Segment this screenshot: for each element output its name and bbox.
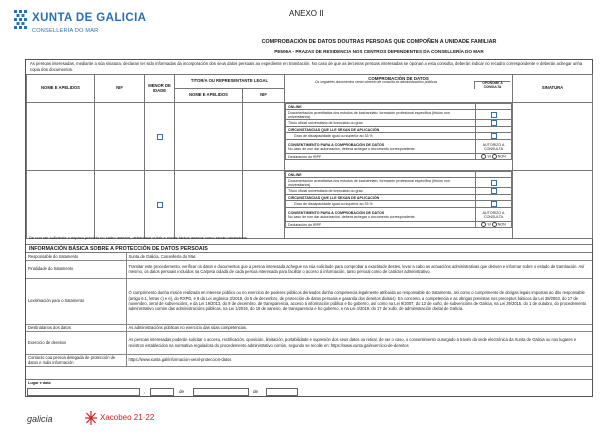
- consultation-list: [285, 103, 512, 160]
- doc-studies: Documentación acreditativa dos estudos de bacharelato, formación profesional específica (títulos non universitarios): [286, 110, 476, 120]
- info-value: Tramitar este procedemento, verificar os datos e documentos que a persoa interesada achegue na súa solicitude para comprobar a exactitude destes, levar a cabo as actuacións administrativas que deriven e informar sobre o estado de tramitación. Así mesmo, os datos persoais incluídos na Carpeta cidadá de cada persoa interesada para facilitar o acceso á información, tanto persoal como de carácter administrativo.: [126, 260, 592, 278]
- intro-text: As persoas interesadas, mediante a súa sinatura, declaran ter sido informadas da incorporación dos seus datos persoais ao expediente en tramitación. No caso de que as terceiras persoas interesadas se oponan a esta consulta, deberán indicar no recadro correspondente e deberán achegar unha copia dos documentos.: [30, 61, 583, 72]
- household-table: [26, 74, 593, 239]
- person-nif-field[interactable]: [95, 171, 145, 239]
- oppose-checkbox[interactable]: [491, 180, 497, 186]
- no-label: NON: [497, 154, 506, 159]
- consent-text: No caso de non dar autorización, deberá achegar o documento correspondente.: [288, 214, 416, 219]
- info-value: https://www.xunta.gal/informacion-xeral-proteccion-datos: [126, 354, 592, 366]
- guardian-nif-field[interactable]: [243, 171, 285, 239]
- org-name: XUNTA DE GALICIA: [32, 12, 147, 24]
- info-key: Exercicio de dereitos: [26, 331, 126, 354]
- authorize-label: AUTORIZO A CONSULTA: [476, 208, 512, 222]
- minor-checkbox[interactable]: [157, 202, 163, 208]
- page-header: [14, 6, 604, 58]
- form-frame: [25, 59, 593, 397]
- minor-cell: [145, 103, 175, 171]
- xunta-emblem-icon: [14, 10, 28, 32]
- month-field[interactable]: [193, 388, 249, 396]
- doc-degree: Título oficial universitario de licenciado ou grao: [286, 120, 476, 127]
- table-row: [26, 354, 592, 366]
- table-row: [26, 260, 592, 278]
- info-value: Xunta de Galicia. Consellería do Mar.: [126, 253, 592, 260]
- header-data-title: COMPROBACIÓN DE DATOS: [368, 76, 429, 81]
- consultation-cell: [285, 103, 513, 171]
- oppose-checkbox[interactable]: [491, 120, 497, 126]
- yes-label: SI: [487, 154, 491, 159]
- info-value: O cumprimento dunha misión realizada en interese público ou no exercicio de poderes públicos derivados dunha competencia legalmente atribuída ao responsable do tratamento, así como o cumprimento de obrigas legais impostas ao dito responsable (artigo 6.1, letras c) e e), do RXPD, e 8 da Lei orgánica 3/2018, do 5 de decembro, de protección de datos persoais e garantía dos dereitos dixitais). En concreto, a competencia e as obrigas previstas nos preceptos básicos da Lei 38/2003, do 17 de novembro, xeral de subvencións, e da Lei 19/2013, do 9 de decembro, de transparencia, acceso á información pública e bo goberno, así como na Lei 9/2007, do 13 de xuño, de subvencións de Galicia, na Lei 39/2015, do 1 de outubro, do procedemento administrativo común das administracións públicas, na Lei 1/2016, do 18 de xaneiro, de transparencia e bo goberno, e na Lei 4/2019, do 17 de xullo, de administración dixital de Galicia.: [126, 278, 592, 324]
- header-data-sub: Os seguintes documentos serán obxecto de consulta ás administracións públicas: [315, 80, 438, 85]
- table-row: [26, 331, 592, 354]
- space-note: De non ser suficiente o espazo previsto no cadro anterior, deberanse cubrir e enviar tantos anexos como sexan necesarios.: [29, 235, 249, 240]
- info-value: As persoas interesadas poderán solicitar o acceso, rectificación, oposición, limitación, portabilidade e supresión dos seus datos ou retirar, de ser o caso, o consentimento outorgado a través da sede electrónica da Xunta de Galicia ou nos lugares e rexistros establecidos na normativa reguladora do procedemento administrativo común, segundo se recolle en: https://www.xunta.gal/exercicio-de-dereitos: [126, 331, 592, 354]
- doc-degree: Título oficial universitario de licenciado ou grao: [286, 188, 476, 195]
- department-name: CONSELLERÍA DO MAR: [32, 28, 99, 34]
- day-field[interactable]: [150, 388, 174, 396]
- table-row: [27, 171, 593, 239]
- year-field[interactable]: [266, 388, 298, 396]
- online-header: ONLINE: [286, 172, 476, 178]
- guardian-name-field[interactable]: [175, 171, 243, 239]
- header-guardian: TITOR/A OU REPRESENTANTE LEGAL: [175, 75, 285, 89]
- data-protection-table: [26, 253, 592, 367]
- xacobeo-star-icon: [84, 410, 98, 426]
- table-row: [26, 278, 592, 324]
- consent-block: [286, 208, 476, 222]
- consultation-cell: [285, 171, 513, 239]
- header-name: NOME E APELIDOS: [27, 75, 95, 103]
- guardian-name-field[interactable]: [175, 103, 243, 171]
- page-title: COMPROBACIÓN DE DATOS DOUTRAS PERSOAS QUE COMPOÑEN A UNIDADE FAMILIAR: [261, 39, 497, 45]
- galicia-logo: galicia: [27, 414, 53, 424]
- oppose-checkbox[interactable]: [491, 133, 497, 139]
- place-field[interactable]: [27, 388, 140, 396]
- place-date-label: Lugar e data: [28, 381, 51, 385]
- doc-studies: Documentación acreditativa dos estudos de bacharelato, formación profesional específica (títulos non universitarios): [286, 178, 476, 188]
- minor-checkbox[interactable]: [157, 134, 163, 140]
- no-radio[interactable]: [492, 154, 497, 159]
- info-value: As administracións públicas no exercicio das súas competencias.: [126, 324, 592, 331]
- info-key: Finalidade do tratamento: [26, 260, 126, 278]
- oppose-checkbox[interactable]: [491, 201, 497, 207]
- place-date-block: Lugar e data , de de: [26, 379, 592, 397]
- circumstances-header: CIRCUNSTANCIAS QUE LLE SEXAN DE APLICACIÓN: [286, 195, 476, 201]
- xunta-logo: [14, 10, 147, 48]
- consent-text: No caso de non dar autorización, deberá achegar o documento correspondente.: [288, 146, 416, 151]
- yes-radio[interactable]: [481, 222, 486, 227]
- procedure-code: PE506A - PRAZAS DE RESIDENCIA NOS CENTROS DEPENDENTES DA CONSELLERÍA DO MAR: [274, 49, 484, 54]
- info-key: Destinatarios dos datos: [26, 324, 126, 331]
- person-name-field[interactable]: [27, 103, 95, 171]
- doc-irpf: Declaración do IRPF: [286, 222, 476, 228]
- de-label: de: [253, 389, 259, 394]
- yes-radio[interactable]: [481, 154, 486, 159]
- xacobeo-logo: [84, 408, 184, 428]
- no-radio[interactable]: [492, 222, 497, 227]
- header-minor: MENOR DE IDADE: [145, 75, 175, 103]
- consultation-list: [285, 171, 512, 228]
- xacobeo-text: Xacobeo 21·22: [100, 413, 155, 422]
- authorize-label: AUTORIZO A CONSULTA: [476, 140, 512, 154]
- yes-label: SI: [487, 222, 491, 227]
- table-row: [26, 324, 592, 331]
- de-label: de: [179, 389, 185, 394]
- page-footer: [0, 400, 615, 439]
- oppose-checkbox[interactable]: [491, 188, 497, 194]
- table-row: [27, 103, 593, 171]
- consent-header: CONSENTIMENTO PARA A COMPROBACIÓN DE DATOS: [288, 142, 385, 147]
- table-header-row: [27, 75, 593, 89]
- info-key: Contacto coa persoa delegada de protección de datos e máis información: [26, 354, 126, 366]
- oppose-checkbox[interactable]: [491, 112, 497, 118]
- consent-block: [286, 140, 476, 154]
- header-guardian-name: NOME E APELIDOS: [175, 89, 243, 103]
- minor-cell: [145, 171, 175, 239]
- header-oppose: OPOÑOME Á CONSULTA: [474, 81, 510, 89]
- info-key: Lexitimación para o tratamento: [26, 278, 126, 324]
- person-name-field[interactable]: [27, 171, 95, 239]
- signature-field[interactable]: [513, 103, 593, 171]
- header-guardian-nif: NIF: [243, 89, 285, 103]
- signature-field[interactable]: [513, 171, 593, 239]
- annex-label: ANEXO II: [289, 9, 324, 18]
- info-key: Responsable do tratamento: [26, 253, 126, 260]
- circumstances-header: CIRCUNSTANCIAS QUE LLE SEXAN DE APLICACIÓN: [286, 127, 476, 133]
- online-header: ONLINE: [286, 104, 476, 110]
- no-label: NON: [497, 222, 506, 227]
- doc-irpf: Declaración do IRPF: [286, 154, 476, 160]
- table-row: [26, 253, 592, 260]
- info-section-title: INFORMACIÓN BÁSICA SOBRE A PROTECCIÓN DE DATOS PERSOAIS: [26, 244, 592, 253]
- doc-disability: Grao de discapacidade igual ou superior ao 33 %: [286, 133, 476, 140]
- header-data-check: [285, 75, 513, 103]
- doc-disability: Grao de discapacidade igual ou superior ao 33 %: [286, 201, 476, 208]
- header-signature: SINATURA: [513, 75, 593, 103]
- header-nif: NIF: [95, 75, 145, 103]
- consent-header: CONSENTIMENTO PARA A COMPROBACIÓN DE DATOS: [288, 210, 385, 215]
- guardian-nif-field[interactable]: [243, 103, 285, 171]
- person-nif-field[interactable]: [95, 103, 145, 171]
